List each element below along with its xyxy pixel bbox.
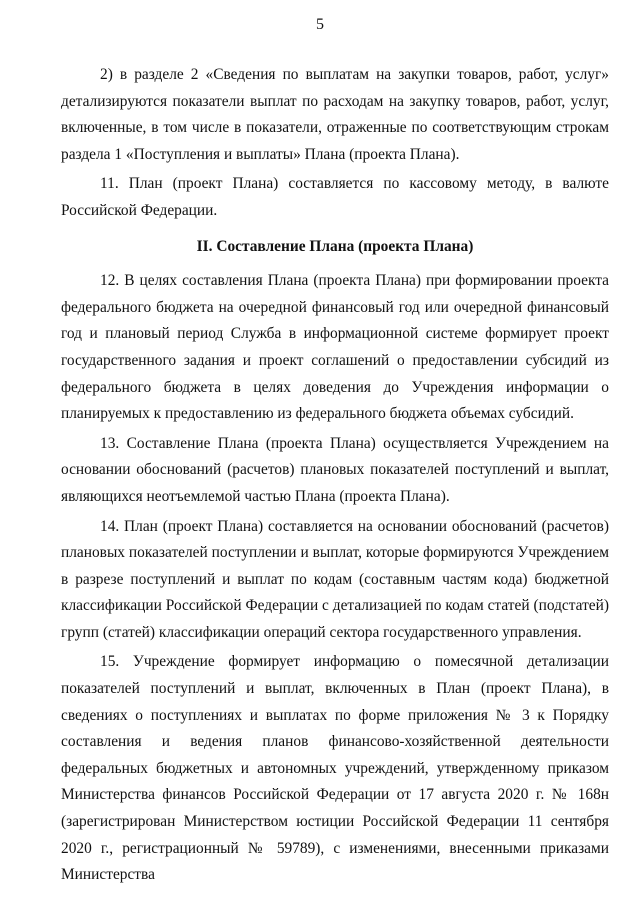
paragraph-14: 14. План (проект Плана) составляется на основании обоснований (расчетов) плановых показателей поступлении и выплат, которые формируются Учреждением в разрезе поступлений и выплат по кодам (составным частям кода) бюджетной классификации Российской Федерации с детализацией по кодам статей (подстатей) групп (статей) классификации операций сектора государственного управления.	[61, 517, 609, 641]
paragraph-15: 15. Учреждение формирует информацию о помесячной детализации показателей поступлений и выплат, включенных в План (проект Плана), в сведениях о поступлениях и выплатах по форме приложения № 3 к Порядку составления и ведения планов финансово-хозяйственной деятельности федеральных бюджетных и автономных учреждений, утвержденному приказом Министерства финансов Российской Федерации от 17 августа 2020 г. № 168н (зарегистрирован Министерством юстиции Российской Федерации 11 сентября 2020 г., регистрационный № 59789), с изменениями, внесенными приказами Министерства	[61, 653, 609, 884]
page-number: 5	[316, 16, 324, 33]
paragraph-12: 12. В целях составления Плана (проекта Плана) при формировании проекта федерального бюджета на очередной финансовый год или очередной финансовый год и плановый период Служба в информационной системе формирует проект государственного задания и проект соглашений о предоставлении субсидий из федерального бюджета в целях доведения до Учреждения информации о планируемых к предоставлению из федерального бюджета объемах субсидий.	[61, 272, 609, 423]
paragraph-11: 11. План (проект Плана) составляется по кассовому методу, в валюте Российской Федерации.	[61, 175, 609, 219]
section-heading: II. Составление Плана (проекта Плана)	[196, 237, 474, 255]
paragraph-13: 13. Составление Плана (проекта Плана) осуществляется Учреждением на основании обоснований (расчетов) плановых показателей поступлений и выплат, являющихся неотъемлемой частью Плана (проекта Плана).	[61, 434, 609, 505]
paragraph-subitem-2: 2) в разделе 2 «Сведения по выплатам на закупки товаров, работ, услуг» детализируются показатели выплат по расходам на закупку товаров, работ, услуг, включенные, в том числе в показатели, отраженные по соответствующим строкам раздела 1 «Поступления и выплаты» Плана (проекта Плана).	[61, 66, 609, 163]
document-body	[61, 62, 609, 889]
